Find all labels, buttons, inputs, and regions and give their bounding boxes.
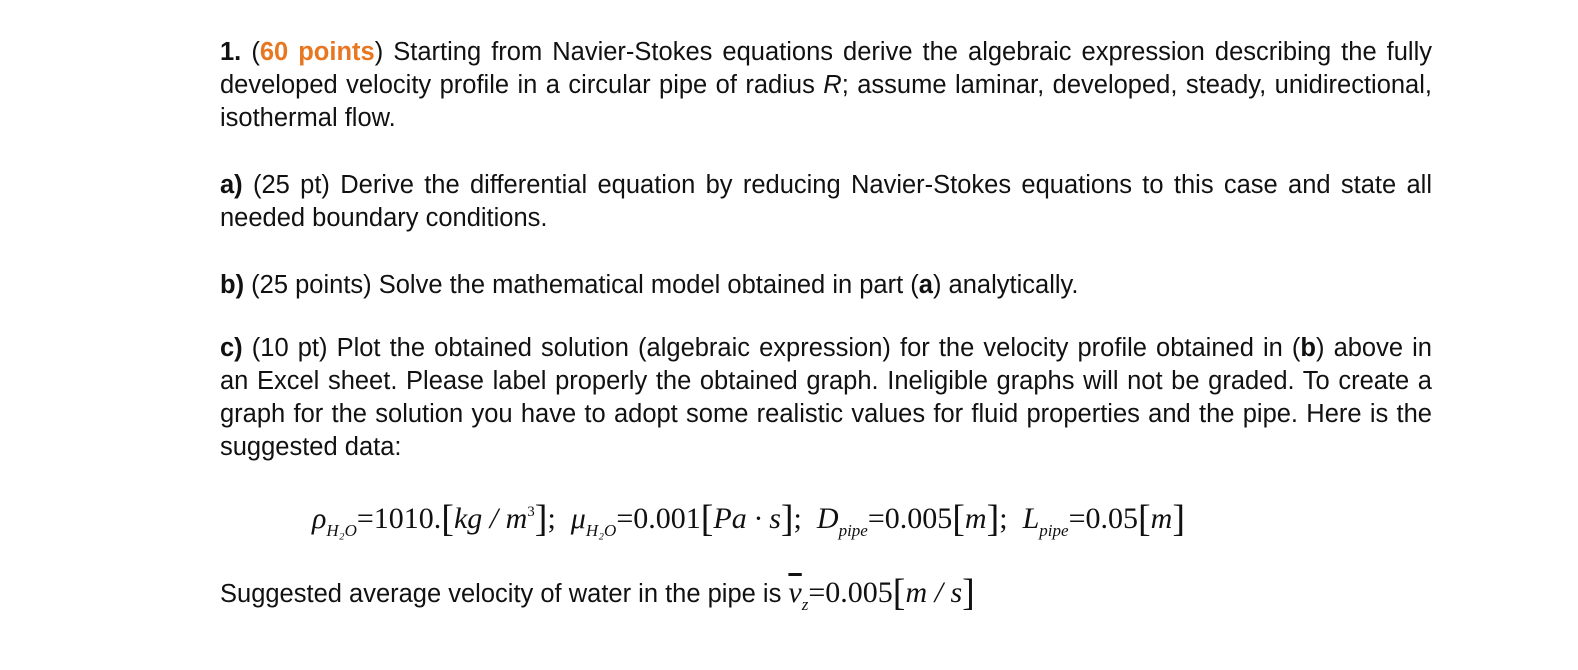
- part-a: a) (25 pt) Derive the differential equation by reducing Navier-Stokes equations to this case and state all needed boundary conditions.: [220, 171, 1432, 232]
- average-velocity-value: =0.005: [808, 576, 893, 609]
- part-c-label: c): [220, 334, 243, 362]
- part-c: c) (10 pt) Plot the obtained solution (algebraic expression) for the velocity profile obtained in (b) above in an Excel sheet. Please label properly the obtained graph. Ineligible graphs will not be graded. To create a graph for the solution you have to adopt some realistic values for fluid properties and the pipe. Here is the suggested data:: [220, 334, 1432, 461]
- part-a-label: a): [220, 171, 243, 199]
- suggested-data-equation: $\rho_{H_2O}=1010.[kg / m^3]$; $\mu_{H_2O}=0.001[Pa \cdot s]$; $D_{pipe}=0.005[m]$; $L_{pipe}=0.05[m]$: [312, 498, 1185, 540]
- part-b: b) (25 points) Solve the mathematical model obtained in part (a) analytically.: [220, 271, 1079, 299]
- points-highlight: 60 points: [259, 38, 375, 66]
- average-velocity-symbol: $\overline{v}$: [788, 576, 802, 609]
- problem-document: [220, 36, 1432, 617]
- radius-symbol: R: [823, 71, 842, 99]
- average-velocity-line: Suggested average velocity of water in the pipe is $\overline{v}_z=0.005[m / s]$: [220, 572, 975, 614]
- part-b-label: b): [220, 271, 245, 299]
- density-symbol: ρ: [312, 502, 327, 535]
- length-value: =0.05: [1068, 502, 1138, 535]
- viscosity-value: =0.001: [616, 502, 701, 535]
- density-value: =1010.: [356, 502, 442, 535]
- diameter-value: =0.005: [867, 502, 953, 535]
- problem-number: 1.: [220, 38, 242, 66]
- length-symbol: L: [1022, 502, 1040, 535]
- diameter-symbol: D: [816, 502, 839, 535]
- cropped-top-line: [0, 0, 1578, 8]
- problem-intro: 1. (60 points) Starting from Navier-Stokes equations derive the algebraic expression describing the fully developed velocity profile in a circular pipe of radius R; assume laminar, developed, steady, unidirectional, isothermal flow.: [220, 38, 1433, 132]
- viscosity-symbol: μ: [570, 502, 586, 535]
